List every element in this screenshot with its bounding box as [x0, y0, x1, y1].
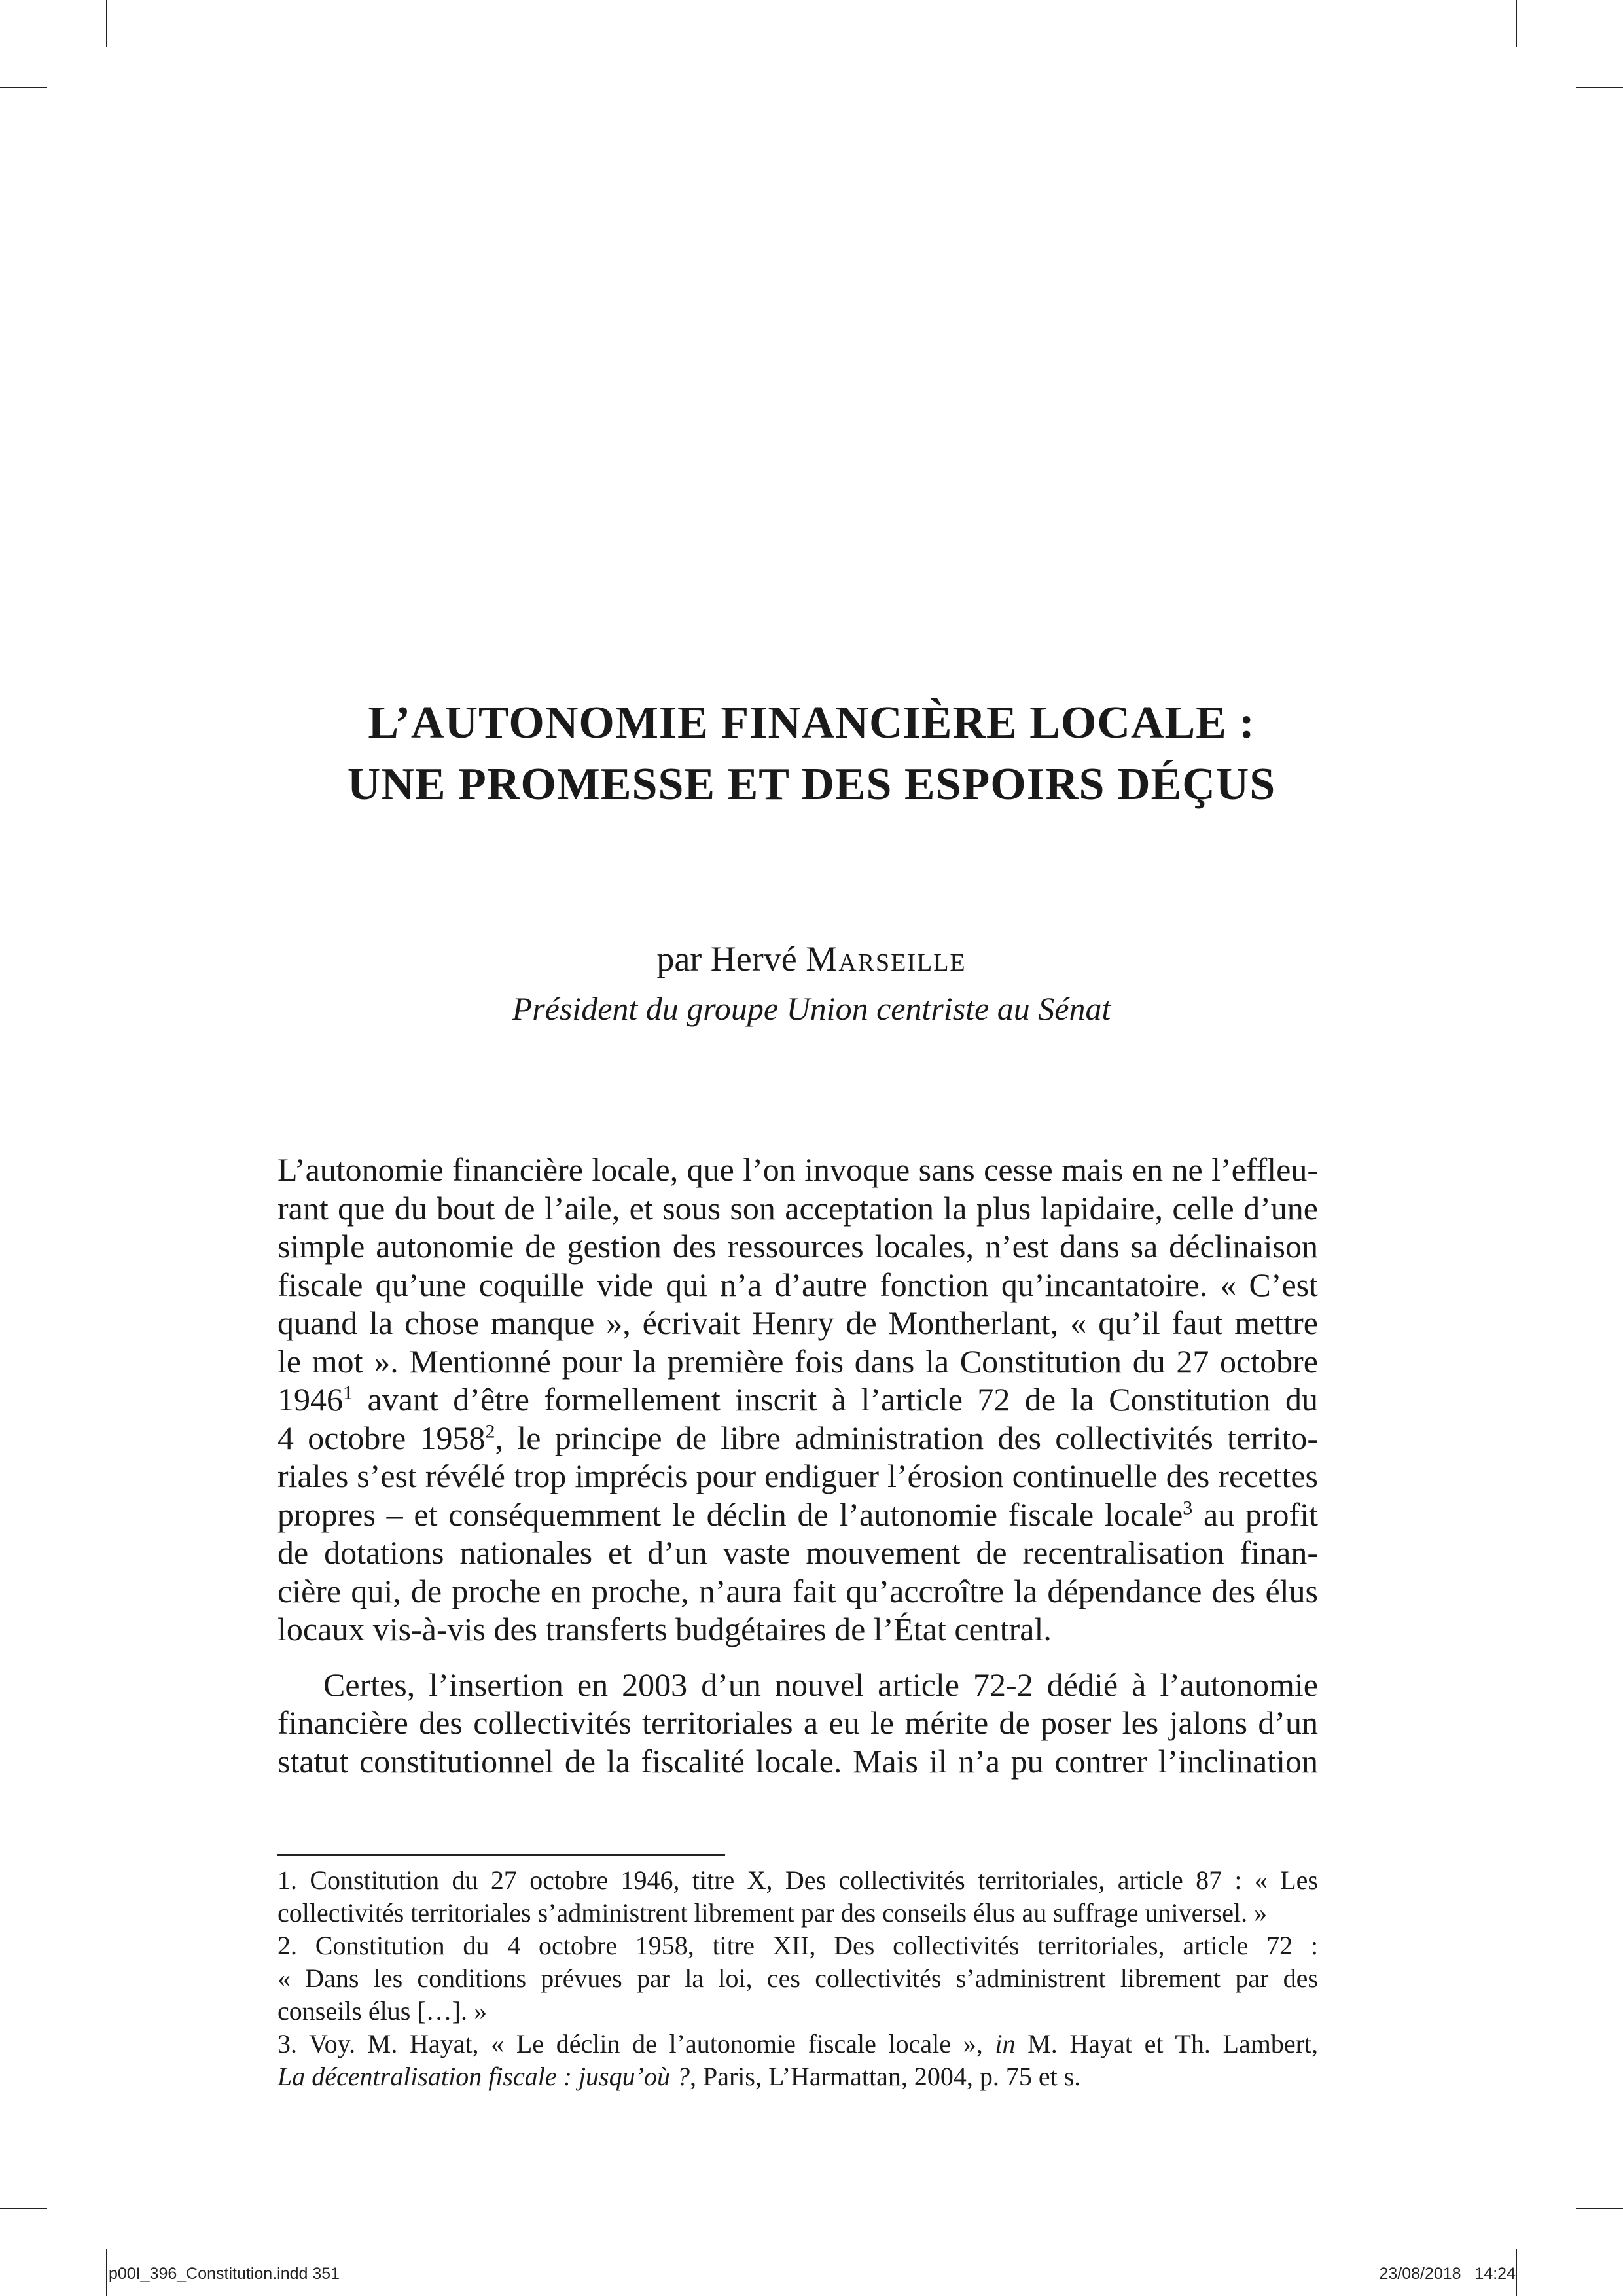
- paragraph-line: cière qui, de proche en proche, n’aura fait qu’accroître la dépendance des élus: [277, 1572, 1318, 1609]
- paragraph-line: financière des collectivités territoriales a eu le mérite de poser les jalons d’un: [277, 1704, 1318, 1741]
- footnote-separator: [277, 1854, 725, 1856]
- paragraph-line: riales s’est révélé trop imprécis pour endiguer l’érosion continuelle des recettes: [277, 1458, 1318, 1494]
- chapter-title-line-1: L’AUTONOMIE FINANCIÈRE LOCALE :: [368, 698, 1255, 748]
- footnote-line: 1. Constitution du 27 octobre 1946, titre X, Des collectivités territoriales, article 87 : « Les: [277, 1865, 1318, 1895]
- author-affiliation: Président du groupe Union centriste au Sénat: [512, 990, 1111, 1027]
- paragraph-line: fiscale qu’une coquille vide qui n’a d’autre fonction qu’incantatoire. « C’est: [277, 1266, 1318, 1303]
- footnote-text: 3. Voy. M. Hayat, « Le déclin de l’autonomie fiscale locale »,: [277, 2029, 995, 2058]
- crop-mark-left-bottom: [0, 2208, 47, 2209]
- paragraph-line: statut constitutionnel de la fiscalité locale. Mais il n’a pu contrer l’inclination: [277, 1742, 1318, 1780]
- byline-prefix: par Hervé: [656, 939, 806, 978]
- crop-mark-top-left: [106, 0, 107, 47]
- line-text: avant d’être formellement inscrit à l’article 72 de la Constitution du: [353, 1381, 1318, 1418]
- footnote-text: M. Hayat et Th. Lambert,: [1015, 2029, 1318, 2058]
- footnote-text: , Paris, L’Harmattan, 2004, p. 75 et s.: [689, 2062, 1081, 2091]
- paragraph-line: [277, 1496, 1318, 1534]
- paragraph-line: [277, 1419, 1318, 1458]
- line-text: au profit: [1192, 1496, 1318, 1533]
- paragraph-line: Certes, l’insertion en 2003 d’un nouvel article 72-2 dédié à l’autonomie: [323, 1666, 1318, 1703]
- footnote-ref-1[interactable]: 1: [343, 1382, 353, 1404]
- chapter-title-line-2: UNE PROMESSE ET DES ESPOIRS DÉÇUS: [347, 759, 1276, 810]
- footnotes: [277, 1864, 1318, 2093]
- slug-file-name: p00I_396_Constitution.indd 351: [109, 2265, 340, 2283]
- footnote-line: « Dans les conditions prévues par la loi, ces collectivités s’administrent librement par des: [277, 1964, 1318, 1993]
- paragraph-line: rant que du bout de l’aile, et sous son acceptation la plus lapidaire, celle d’une: [277, 1189, 1318, 1227]
- author-surname: Marseille: [806, 939, 967, 978]
- slug-datetime: 23/08/2018 14:24: [1379, 2265, 1516, 2283]
- line-text: propres – et conséquemment le déclin de l’autonomie fiscale locale: [277, 1496, 1183, 1533]
- paragraph-line: de dotations nationales et d’un vaste mouvement de recentralisation finan-: [277, 1534, 1318, 1571]
- paragraph-line: [277, 1380, 1318, 1419]
- line-text: 4 octobre 1958: [277, 1419, 486, 1456]
- line-text: , le principe de libre administration des collectivités territo-: [495, 1419, 1319, 1456]
- paragraph-line: quand la chose manque », écrivait Henry de Montherlant, « qu’il faut mettre: [277, 1304, 1318, 1341]
- paragraph-line: simple autonomie de gestion des ressources locales, n’est dans sa déclinaison: [277, 1228, 1318, 1265]
- footnote-book-title: La décentralisation fiscale : jusqu’où ?: [277, 2062, 690, 2091]
- footnote-line: conseils élus […]. »: [277, 1996, 487, 2026]
- crop-mark-bottom-left: [106, 2249, 107, 2296]
- crop-mark-right-top: [1576, 87, 1623, 88]
- crop-mark-top-right: [1516, 0, 1517, 47]
- footnote-line: collectivités territoriales s’administrent librement par des conseils élus au suffrage universel. »: [277, 1898, 1268, 1928]
- footnote-ref-3[interactable]: 3: [1183, 1496, 1193, 1518]
- crop-mark-left-top: [0, 87, 47, 88]
- paragraph-1: [277, 1151, 1318, 1649]
- paragraph-line: locaux vis-à-vis des transferts budgétaires de l’État central.: [277, 1611, 1052, 1647]
- footnote-line: [277, 2028, 1318, 2060]
- line-text: 1946: [277, 1381, 343, 1418]
- footnote-line: 2. Constitution du 4 octobre 1958, titre XII, Des collectivités territoriales, article 72 :: [277, 1931, 1318, 1960]
- paragraph-line: L’autonomie financière locale, que l’on invoque sans cesse mais en ne l’effleu-: [277, 1151, 1318, 1188]
- crop-mark-right-bottom: [1576, 2208, 1623, 2209]
- paragraph-line: le mot ». Mentionné pour la première fois dans la Constitution du 27 octobre: [277, 1342, 1318, 1380]
- paragraph-2: [277, 1666, 1318, 1781]
- footnote-line: [277, 2060, 1318, 2093]
- body-text: [277, 1151, 1318, 1780]
- author-byline: [0, 936, 1623, 982]
- chapter-title: [0, 692, 1623, 816]
- crop-mark-bottom-right: [1516, 2249, 1517, 2296]
- footnote-ref-2[interactable]: 2: [485, 1420, 495, 1442]
- footnote-italic: in: [995, 2029, 1016, 2058]
